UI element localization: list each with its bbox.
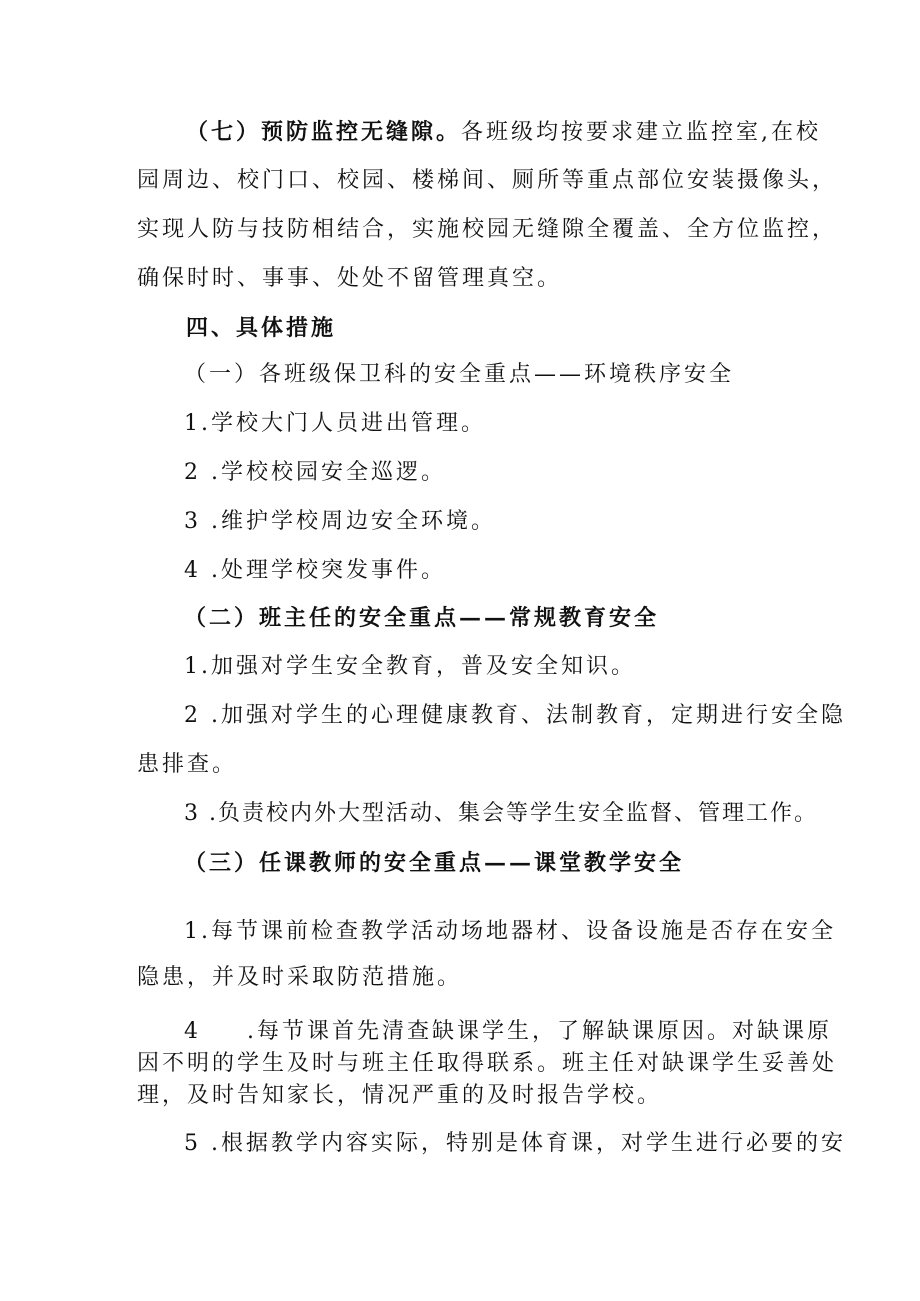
list-item: 2 .加强对学生的心理健康教育、法制教育，定期进行安全隐 (184, 703, 846, 728)
list-item-continuation: 隐患，并及时采取防范措施。 (137, 965, 463, 990)
subsection-3-heading: （三）任课教师的安全重点——课堂教学安全 (184, 850, 685, 876)
section-7-line-2: 园周边、校门口、校园、楼梯间、厕所等重点部位安装摄像头， (137, 168, 838, 193)
list-item: 3 .维护学校周边安全环境。 (184, 509, 496, 534)
measures-title: 四、具体措施 (186, 315, 337, 341)
list-item-continuation: 因不明的学生及时与班主任取得联系。班主任对缺课学生妥善处 (137, 1051, 838, 1076)
subsection-1-heading: （一）各班级保卫科的安全重点——环境秩序安全 (184, 362, 735, 387)
list-item: .每节课首先清查缺课学生，了解缺课原因。对缺课原 (247, 1019, 832, 1044)
list-item: 2 .学校校园安全巡逻。 (184, 460, 446, 485)
section-7-line-3: 实现人防与技防相结合，实施校园无缝隙全覆盖、全方位监控， (137, 217, 838, 242)
list-item-continuation: 理，及时告知家长，情况严重的及时报告学校。 (137, 1083, 663, 1108)
list-item: 1.每节课前检查教学活动场地器材、设备设施是否存在安全 (184, 919, 836, 944)
list-item: 1.学校大门人员进出管理。 (184, 411, 486, 436)
list-item: 1.加强对学生安全教育，普及安全知识。 (184, 654, 636, 679)
list-item-number: 4 (184, 1019, 201, 1044)
section-7-line-4: 确保时时、事事、处处不留管理真空。 (137, 266, 563, 291)
section-7-line-1: 各班级均按要求建立监控室,在校 (461, 120, 822, 145)
list-item: 5 .根据教学内容实际，特别是体育课，对学生进行必要的安 (184, 1131, 846, 1156)
list-item: 4 .处理学校突发事件。 (184, 558, 446, 583)
list-item: 3 .负责校内外大型活动、集会等学生安全监督、管理工作。 (184, 801, 818, 826)
subsection-2-heading: （二）班主任的安全重点——常规教育安全 (184, 605, 660, 631)
section-7-heading: （七）预防监控无缝隙。 (186, 119, 462, 145)
list-item-continuation: 患排查。 (137, 752, 238, 777)
